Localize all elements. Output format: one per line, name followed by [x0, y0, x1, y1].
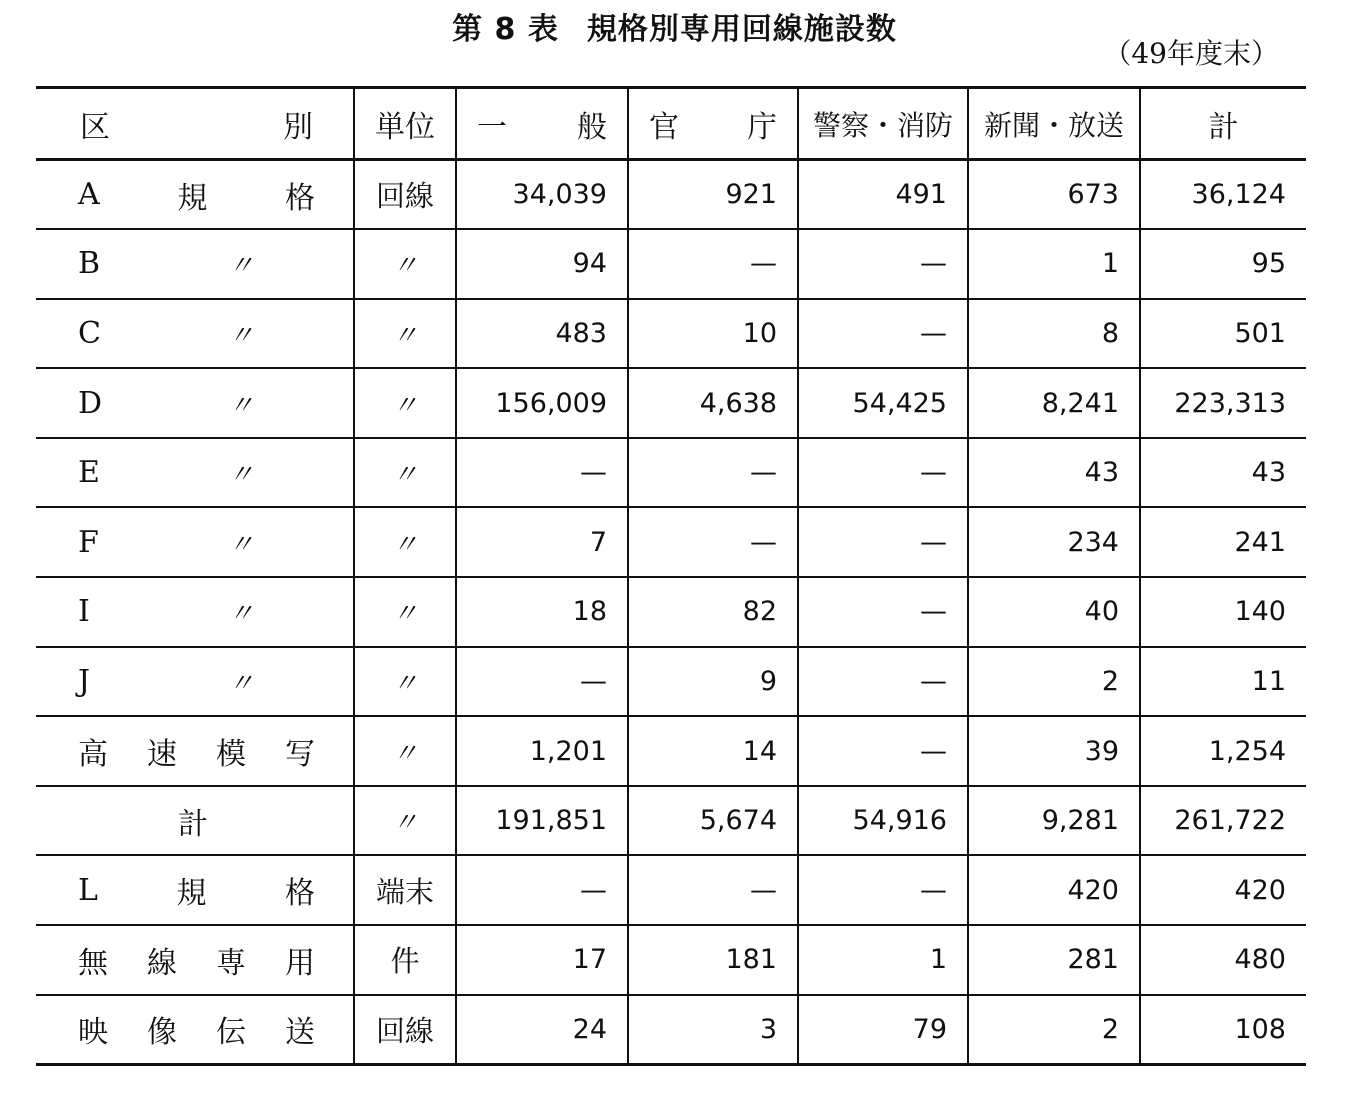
- row-label: [36, 299, 354, 369]
- row-unit: 〃: [354, 368, 456, 438]
- cell-police-fire: 79: [798, 995, 968, 1065]
- cell-police-fire: 1: [798, 925, 968, 995]
- cell-government: 10: [628, 299, 798, 369]
- row-label-letter: E: [78, 455, 100, 491]
- row-label-char: 像: [147, 1015, 177, 1051]
- cell-press-broadcast: 9,281: [968, 786, 1140, 856]
- row-label: [36, 507, 354, 577]
- cell-government: 921: [628, 160, 798, 230]
- row-label-letter: I: [78, 594, 90, 630]
- ditto-mark: 〃: [228, 599, 255, 630]
- row-label: [36, 368, 354, 438]
- row-unit: 回線: [354, 160, 456, 230]
- cell-police-fire: —: [798, 855, 968, 925]
- row-label-char: 専: [216, 945, 246, 981]
- table-row: [36, 577, 1306, 647]
- row-label-letter: D: [78, 385, 103, 421]
- cell-general: 17: [456, 925, 628, 995]
- header-unit: 単位: [354, 88, 456, 160]
- cell-press-broadcast: 673: [968, 160, 1140, 230]
- cell-press-broadcast: 8,241: [968, 368, 1140, 438]
- cell-total: 36,124: [1140, 160, 1306, 230]
- header-government-char-1: 官: [649, 109, 679, 145]
- cell-press-broadcast: 234: [968, 507, 1140, 577]
- table-row: [36, 438, 1306, 508]
- row-unit: 〃: [354, 299, 456, 369]
- ditto-mark: 〃: [228, 320, 255, 351]
- period-note: （49年度末）: [1103, 37, 1279, 70]
- table-row: [36, 507, 1306, 577]
- ditto-mark: 〃: [228, 251, 255, 282]
- cell-total: 1,254: [1140, 716, 1306, 786]
- row-label-char: 無: [78, 945, 108, 981]
- row-label-char: 映: [78, 1015, 108, 1051]
- table-row: [36, 299, 1306, 369]
- row-label: [36, 438, 354, 508]
- cell-press-broadcast: 43: [968, 438, 1140, 508]
- row-label: [36, 855, 354, 925]
- table-row: [36, 995, 1306, 1065]
- cell-total: 480: [1140, 925, 1306, 995]
- cell-general: 94: [456, 229, 628, 299]
- cell-general: —: [456, 855, 628, 925]
- cell-total: 95: [1140, 229, 1306, 299]
- header-government: [628, 88, 798, 160]
- table-row: [36, 160, 1306, 230]
- row-label: [36, 647, 354, 717]
- row-label-part: A: [78, 177, 100, 213]
- row-label-letter: J: [78, 663, 91, 699]
- cell-police-fire: —: [798, 438, 968, 508]
- cell-police-fire: —: [798, 299, 968, 369]
- row-unit: 〃: [354, 507, 456, 577]
- row-label-total: 計: [178, 806, 208, 842]
- row-label-char: 用: [285, 945, 315, 981]
- leased-line-table: [36, 86, 1306, 1066]
- cell-government: 82: [628, 577, 798, 647]
- row-label-char: 高: [78, 737, 108, 773]
- row-label-char: 模: [216, 737, 246, 773]
- row-label-char: 伝: [216, 1015, 246, 1051]
- cell-total: 241: [1140, 507, 1306, 577]
- table-row: [36, 716, 1306, 786]
- row-label-char: 速: [147, 737, 177, 773]
- cell-press-broadcast: 1: [968, 229, 1140, 299]
- table-number: 第 8 表: [452, 12, 559, 47]
- row-unit: 〃: [354, 577, 456, 647]
- cell-total: 140: [1140, 577, 1306, 647]
- cell-press-broadcast: 281: [968, 925, 1140, 995]
- cell-police-fire: —: [798, 577, 968, 647]
- table-row: [36, 786, 1306, 856]
- row-label: [36, 160, 354, 230]
- row-label: [36, 925, 354, 995]
- header-total: 計: [1140, 88, 1306, 160]
- header-police-fire: 警察・消防: [798, 88, 968, 160]
- cell-police-fire: —: [798, 507, 968, 577]
- row-unit: 〃: [354, 647, 456, 717]
- ditto-mark: 〃: [228, 668, 255, 699]
- row-label-letter: C: [78, 315, 101, 351]
- cell-government: —: [628, 855, 798, 925]
- row-unit: 〃: [354, 229, 456, 299]
- table-row: [36, 229, 1306, 299]
- cell-total: 223,313: [1140, 368, 1306, 438]
- cell-government: 5,674: [628, 786, 798, 856]
- header-general-char-1: 一: [477, 109, 507, 145]
- header-category-char-2: 別: [283, 109, 313, 145]
- header-category-char-1: 区: [80, 109, 110, 145]
- table-title-text: 規格別専用回線施設数: [586, 12, 897, 47]
- row-label-part: 格: [284, 876, 315, 912]
- cell-police-fire: 54,425: [798, 368, 968, 438]
- table-row: [36, 925, 1306, 995]
- cell-general: 24: [456, 995, 628, 1065]
- cell-general: 483: [456, 299, 628, 369]
- cell-police-fire: —: [798, 716, 968, 786]
- cell-press-broadcast: 39: [968, 716, 1140, 786]
- table-row: [36, 647, 1306, 717]
- cell-general: 18: [456, 577, 628, 647]
- row-unit: 〃: [354, 786, 456, 856]
- header-general-char-2: 般: [577, 109, 607, 145]
- row-label-part: 規: [177, 180, 208, 216]
- row-label-part: L: [78, 872, 98, 908]
- cell-total: 420: [1140, 855, 1306, 925]
- cell-total: 11: [1140, 647, 1306, 717]
- cell-general: 7: [456, 507, 628, 577]
- row-label-letter: B: [78, 246, 101, 282]
- header-government-char-2: 庁: [747, 109, 777, 145]
- row-unit: 回線: [354, 995, 456, 1065]
- cell-total: 501: [1140, 299, 1306, 369]
- cell-press-broadcast: 2: [968, 995, 1140, 1065]
- cell-general: —: [456, 438, 628, 508]
- row-label-char: 写: [285, 737, 315, 773]
- ditto-mark: 〃: [228, 460, 255, 491]
- header-general: [456, 88, 628, 160]
- cell-press-broadcast: 8: [968, 299, 1140, 369]
- row-label-part: 規: [176, 876, 207, 912]
- cell-government: 14: [628, 716, 798, 786]
- row-label-char: 送: [285, 1015, 315, 1051]
- cell-government: 181: [628, 925, 798, 995]
- row-unit: 〃: [354, 716, 456, 786]
- cell-police-fire: —: [798, 647, 968, 717]
- row-label: [36, 786, 354, 856]
- cell-general: 1,201: [456, 716, 628, 786]
- cell-general: 156,009: [456, 368, 628, 438]
- row-label-part: 格: [284, 180, 315, 216]
- ditto-mark: 〃: [228, 390, 255, 421]
- cell-police-fire: 54,916: [798, 786, 968, 856]
- ditto-mark: 〃: [228, 529, 255, 560]
- cell-press-broadcast: 420: [968, 855, 1140, 925]
- cell-government: 4,638: [628, 368, 798, 438]
- header-press-broadcast: 新聞・放送: [968, 88, 1140, 160]
- cell-general: 191,851: [456, 786, 628, 856]
- cell-government: —: [628, 438, 798, 508]
- row-label: [36, 995, 354, 1065]
- row-label-char: 線: [147, 945, 177, 981]
- cell-total: 261,722: [1140, 786, 1306, 856]
- cell-government: 9: [628, 647, 798, 717]
- row-label-letter: F: [78, 524, 99, 560]
- cell-government: 3: [628, 995, 798, 1065]
- cell-total: 43: [1140, 438, 1306, 508]
- header-category: [36, 88, 354, 160]
- table-row: [36, 855, 1306, 925]
- cell-police-fire: —: [798, 229, 968, 299]
- cell-government: —: [628, 507, 798, 577]
- cell-general: —: [456, 647, 628, 717]
- row-unit: 件: [354, 925, 456, 995]
- cell-government: —: [628, 229, 798, 299]
- row-unit: 端末: [354, 855, 456, 925]
- cell-total: 108: [1140, 995, 1306, 1065]
- cell-general: 34,039: [456, 160, 628, 230]
- row-unit: 〃: [354, 438, 456, 508]
- cell-press-broadcast: 2: [968, 647, 1140, 717]
- cell-press-broadcast: 40: [968, 577, 1140, 647]
- row-label: [36, 716, 354, 786]
- table-row: [36, 368, 1306, 438]
- header-row: [36, 88, 1306, 160]
- row-label: [36, 577, 354, 647]
- row-label: [36, 229, 354, 299]
- cell-police-fire: 491: [798, 160, 968, 230]
